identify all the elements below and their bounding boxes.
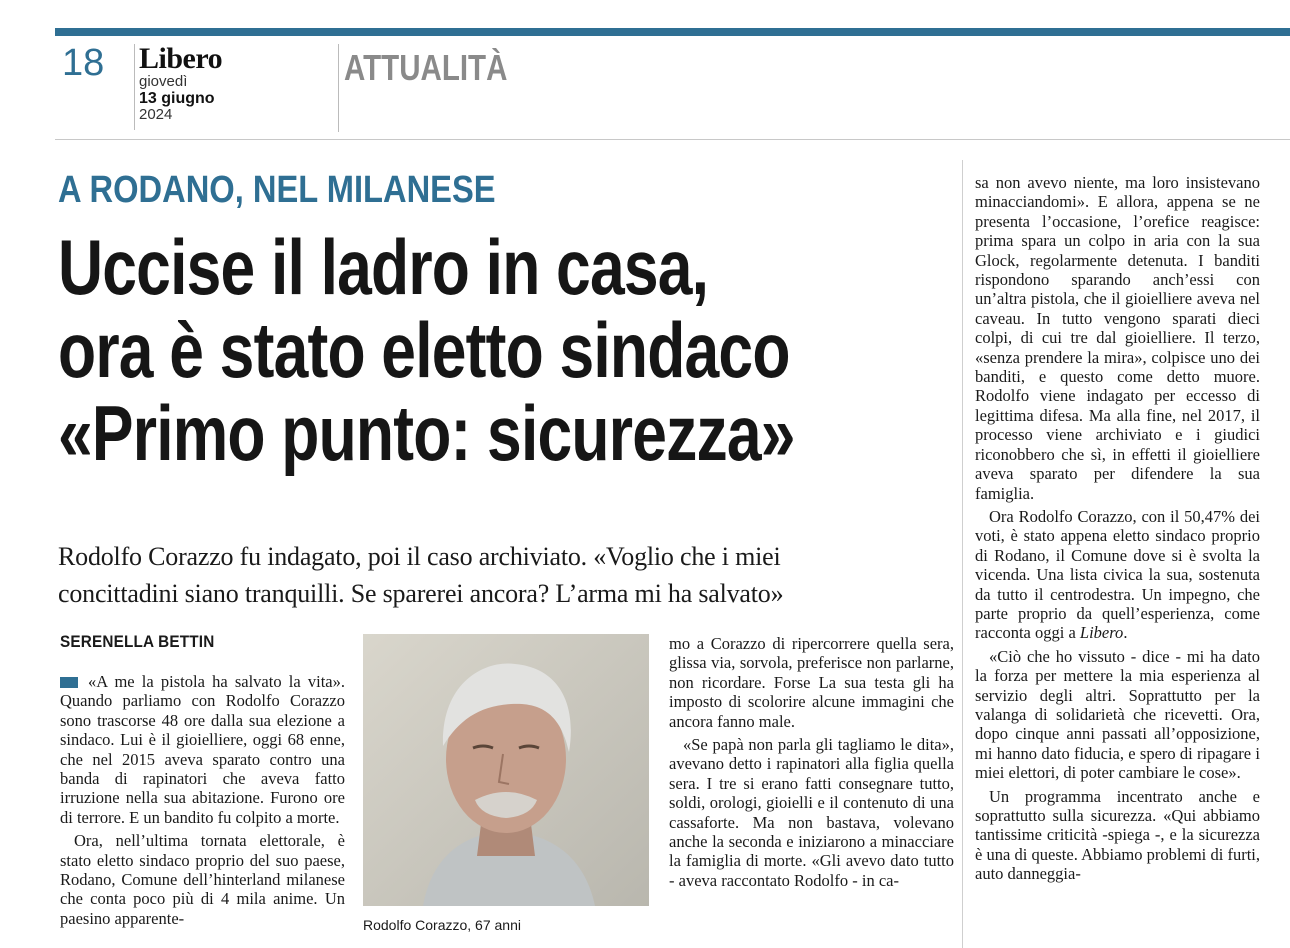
header-divider — [338, 44, 339, 132]
page-number: 18 — [62, 42, 105, 84]
article-column-4 — [975, 173, 1260, 884]
headline-line: ora è stato eletto sindaco — [58, 306, 790, 394]
paragraph: sa non avevo niente, ma loro insistevano minacciandomi». E allora, appena se ne presenta l’occasione, l’orefice reagisce: prima spara un colpo in aria con la sua Glock, regolarmente detenuta. I banditi rispondono sparando anch’essi con un’altra pistola, che il gioielliere aveva nel caveau. In tutto vengono sparati dieci colpi, di cui tre dal gioielliere. Il terzo, «senza prendere la mira», colpisce uno dei banditi, e questo come detto muore. Rodolfo viene indagato per eccesso di legittima difesa. Ma alla fine, nel 2017, il processo viene archiviato e i giudici riconobbero che sì, in effetti il gioielliere aveva sparato per difendere la sua famiglia. — [975, 173, 1260, 503]
date-year: 2024 — [139, 106, 173, 123]
standfirst-line: concittadini siano tranquilli. Se sparerei ancora? L’arma mi ha salvato» — [58, 579, 784, 608]
paragraph: «Ciò che ho vissuto - dice - mi ha dato la forza per mettere la mia esperienza al servizio degli altri. Soprattutto per la valanga di solidarietà che ricevetti. Ora, dopo cinque anni passati all’opposizione, mi hanno dato fiducia, e spero di ripagare i miei elettori, di poter cambiare le cose». — [975, 646, 1260, 783]
photo-caption: Rodolfo Corazzo, 67 anni — [363, 917, 521, 933]
standfirst-line: Rodolfo Corazzo fu indagato, poi il caso archiviato. «Voglio che i miei — [58, 542, 781, 571]
paragraph: mo a Corazzo di ripercorrere quella sera, glissa via, sorvola, preferisce non parlarne, non ricordare. Forse La sua testa gli ha imposto di scolorire alcune immagini che ancora fanno male. — [669, 634, 954, 731]
article-standfirst — [58, 538, 958, 612]
section-title: ATTUALITÀ — [344, 47, 508, 88]
article-byline: SERENELLA BETTIN — [60, 632, 215, 651]
article-column-1 — [60, 672, 345, 928]
masthead — [134, 44, 259, 130]
newspaper-logo: Libero — [139, 42, 223, 75]
headline-line: Uccise il ladro in casa, — [58, 223, 709, 311]
headline-line: «Primo punto: sicurezza» — [58, 389, 795, 477]
date-day-month: 13 giugno — [139, 90, 215, 107]
date-weekday: giovedì — [139, 73, 188, 90]
paragraph: «Se papà non parla gli tagliamo le dita», avevano detto i rapinatori alla figlia quella sera. I tre si erano fatti consegnare tutto, soldi, orologi, gioielli e il contenuto di una cassaforte. Ma non bastava, volevano anche la seconda e iniziarono a minacciare la famiglia di morte. «Gli avevo dato tutto - aveva raccontato Rodolfo - in ca- — [669, 735, 954, 890]
article-photo — [363, 634, 649, 906]
newspaper-name-italic: Libero — [1079, 623, 1124, 643]
paragraph: Un programma incentrato anche e soprattutto sulla sicurezza. «Qui abbiamo tantissime criticità -spiega -, e la sicurezza è una di queste. Abbiamo problemi di furti, auto danneggia- — [975, 786, 1260, 884]
article-column-3 — [669, 634, 954, 890]
paragraph: «A me la pistola ha salvato la vita». Quando parliamo con Rodolfo Corazzo sono trascorse 48 ore dalla sua elezione a sindaco. Lui è il gioielliere, oggi 68 enne, che nel 2015 aveva sparato contro una banda di rapinatori che aveva fatto irruzione nella sua abitazione. Furono ore di terrore. E un bandito fu colpito a morte. — [60, 672, 345, 827]
paragraph: Ora, nell’ultima tornata elettorale, è stato eletto sindaco proprio del suo paese, Rodano, Comune dell’hinterland milanese che conta poco più di 4 mila anime. Un paesino apparente- — [60, 831, 345, 928]
article-headline — [58, 223, 938, 477]
square-marker-icon — [60, 677, 78, 688]
column-rule — [962, 160, 963, 948]
header-top-bar — [55, 28, 1290, 36]
portrait-photo-icon — [363, 634, 649, 906]
paragraph: Ora Rodolfo Corazzo, con il 50,47% dei voti, è stato appena eletto sindaco proprio di Rodano, il Comune dove si è svolta la vicenda. Una lista civica la sua, sostenuta da tutto il centrodestra. Un impegno, che parte proprio da quell’esperienza, come racconta oggi a Libero. — [975, 506, 1260, 643]
article-kicker: A RODANO, NEL MILANESE — [58, 169, 496, 211]
header-rule — [55, 139, 1290, 140]
